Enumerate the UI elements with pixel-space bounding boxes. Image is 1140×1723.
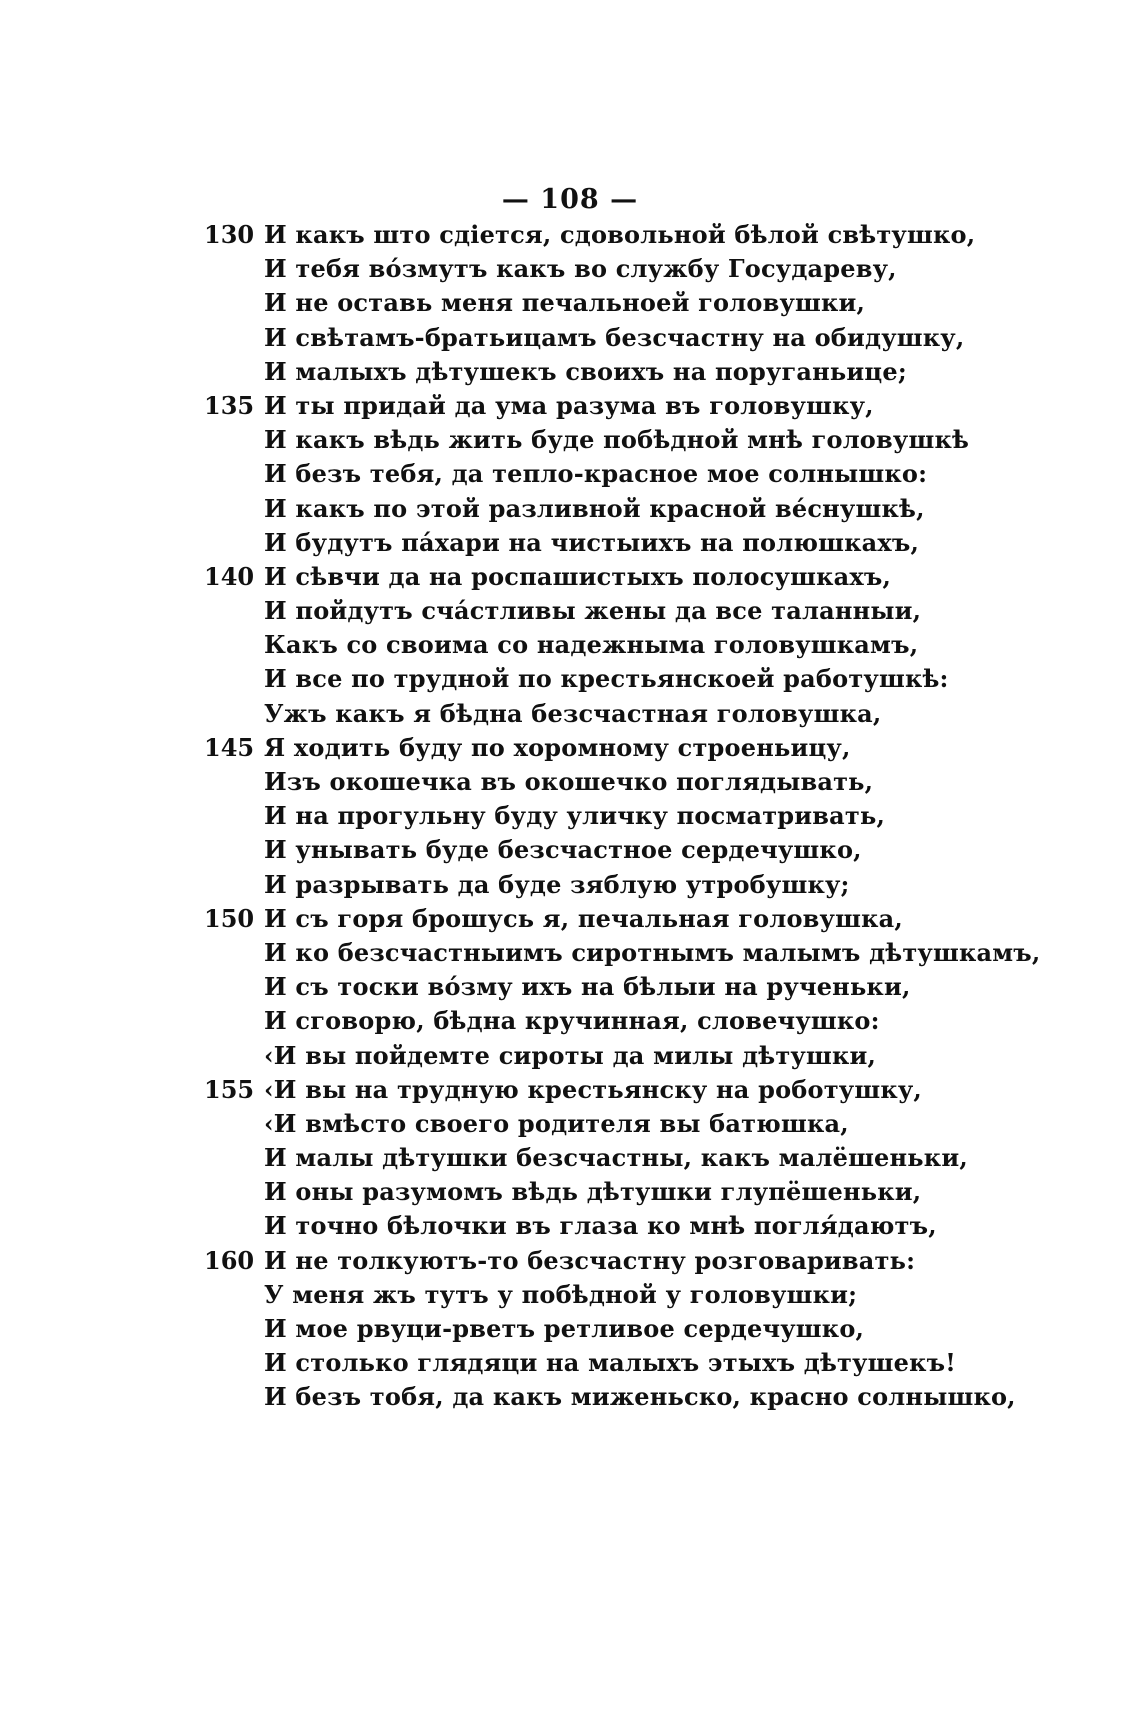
line-text: И сговорю, бѣдна кручинная, словечушко: [264,1006,880,1036]
line-text: И на прогульну буду уличку посматривать, [264,801,885,831]
verse-line [0,389,1140,423]
verse-line [0,1141,1140,1175]
verse-line [0,218,1140,252]
line-text: И мое рвуци-рветъ ретливое сердечушко, [264,1314,865,1343]
line-text: И ко безсчастныимъ сиротнымъ малымъ дѣтушкамъ, [264,937,1041,967]
verse-line [0,1278,1140,1312]
line-text: И какъ по этой разливной красной ве́снушкѣ, [264,493,925,523]
verse-line [0,1380,1140,1414]
line-text: ‹И вмѣсто своего родителя вы батюшка, [264,1108,849,1138]
line-number: 155 [204,1074,255,1104]
line-text: И безъ тобя, да какъ миженьско, красно солнышко, [264,1382,1016,1412]
line-text: Какъ со своима со надежныма головушкамъ, [264,630,919,660]
line-text: И какъ што сдіется, сдовольной бѣлой свѣтушко, [264,220,976,249]
verse-line [0,833,1140,867]
verse-line [0,526,1140,560]
verse-line [0,628,1140,662]
verse-line [0,321,1140,355]
line-text: И съ горя брошусь я, печальная головушка, [264,903,903,933]
line-text: И тебя во́змутъ какъ во службу Государеву, [264,254,897,284]
verse-line [0,765,1140,799]
line-text: И безъ тебя, да тепло-красное мое солнышко: [264,459,928,489]
line-text: И малыхъ дѣтушекъ своихъ на поруганьице; [264,356,907,386]
verse-line [0,799,1140,833]
line-number: 160 [204,1245,255,1275]
verse-line [0,1107,1140,1141]
verse-line [0,1312,1140,1346]
line-number: 145 [204,732,255,762]
line-text: И оны разумомъ вѣдь дѣтушки глупёшеньки, [264,1177,922,1207]
line-text: И все по трудной по крестьянскоей работушкѣ: [264,664,949,694]
line-text: И малы дѣтушки безсчастны, какъ малёшеньки, [264,1143,968,1173]
verse-line [0,902,1140,936]
verse-line [0,286,1140,320]
verse-block [0,218,1140,1415]
line-text: И разрывать да буде зяблую утробушку; [264,869,850,899]
verse-line [0,423,1140,457]
line-text: И унывать буде безсчастное сердечушко, [264,835,862,865]
verse-line [0,1346,1140,1380]
line-text: И свѣтамъ-братьицамъ безсчастну на обидушку, [264,322,965,352]
line-text: Изъ окошечка въ окошечко поглядывать, [264,767,874,796]
line-text: У меня жъ тутъ у побѣдной у головушки; [264,1279,858,1309]
verse-line [0,492,1140,526]
verse-line [0,970,1140,1004]
line-number: 150 [204,903,255,933]
page-number: — 108 — [501,184,639,215]
line-text: Ужъ какъ я бѣдна безсчастная головушка, [264,698,882,728]
line-text: И ты придай да ума разума въ головушку, [264,390,874,420]
verse-line [0,1039,1140,1073]
verse-line [0,252,1140,286]
verse-line [0,1175,1140,1209]
line-text: И сѣвчи да на роспашистыхъ полосушкахъ, [264,561,892,591]
line-text: ‹И вы на трудную крестьянску на роботушку, [264,1074,922,1104]
verse-line [0,697,1140,731]
line-text: И столько глядяци на малыхъ этыхъ дѣтушекъ! [264,1348,956,1378]
verse-line [0,1209,1140,1243]
verse-line [0,594,1140,628]
line-text: Я ходить буду по хоромному строеньицу, [264,732,851,762]
verse-line [0,560,1140,594]
verse-line [0,1073,1140,1107]
line-text: И будутъ па́хари на чистыихъ на полюшкахъ, [264,527,920,557]
verse-line [0,355,1140,389]
verse-line [0,731,1140,765]
verse-line [0,868,1140,902]
line-number: 135 [204,390,255,420]
line-text: И точно бѣлочки въ глаза ко мнѣ погля́даютъ, [264,1211,937,1241]
line-text: И не оставь меня печальноей головушки, [264,288,866,318]
line-number: 140 [204,561,255,591]
line-text: И не толкуютъ-то безсчастну розговаривать: [264,1245,916,1275]
line-text: И какъ вѣдь жить буде побѣдной мнѣ головушкѣ [264,425,970,455]
verse-line [0,936,1140,970]
line-text: ‹И вы пойдемте сироты да милы дѣтушки, [264,1040,877,1070]
verse-line [0,457,1140,491]
verse-line [0,662,1140,696]
line-text: И съ тоски во́зму ихъ на бѣлыи на рученьки, [264,972,911,1002]
line-text: И пойдутъ сча́стливы жены да все таланныи, [264,596,922,626]
line-number: 130 [204,220,255,249]
verse-line [0,1004,1140,1038]
verse-line [0,1244,1140,1278]
